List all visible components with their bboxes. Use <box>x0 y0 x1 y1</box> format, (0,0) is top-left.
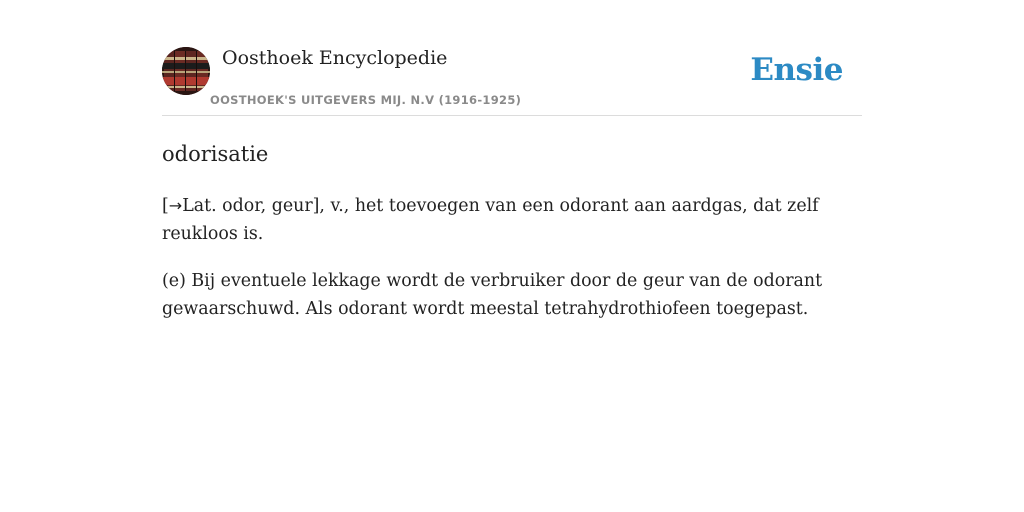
entry-paragraph-2: (e) Bij eventuele lekkage wordt de verbruiker door de geur van de odorant gewaarschuwd. Als odorant wordt meestal tetrahydrothiofeen toegepast. <box>162 271 823 319</box>
site-header <box>162 46 862 116</box>
entry-title: odorisatie <box>162 142 269 166</box>
etymology-text: Lat. odor, geur], v., het toevoegen van een odorant aan aardgas, dat zelf reukloos is. <box>162 196 819 244</box>
publisher-subtitle: OOSTHOEK'S UITGEVERS MIJ. N.V (1916-1925) <box>210 93 522 107</box>
site-title[interactable]: Oosthoek Encyclopedie <box>222 47 448 69</box>
entry-content <box>162 140 852 323</box>
arrow-icon: → <box>168 196 183 215</box>
bracket-open: [ <box>162 196 169 216</box>
book-spines-icon[interactable] <box>162 47 210 95</box>
entry-paragraph-1 <box>162 192 852 248</box>
ensie-logo-link[interactable]: Ensie <box>750 52 843 88</box>
